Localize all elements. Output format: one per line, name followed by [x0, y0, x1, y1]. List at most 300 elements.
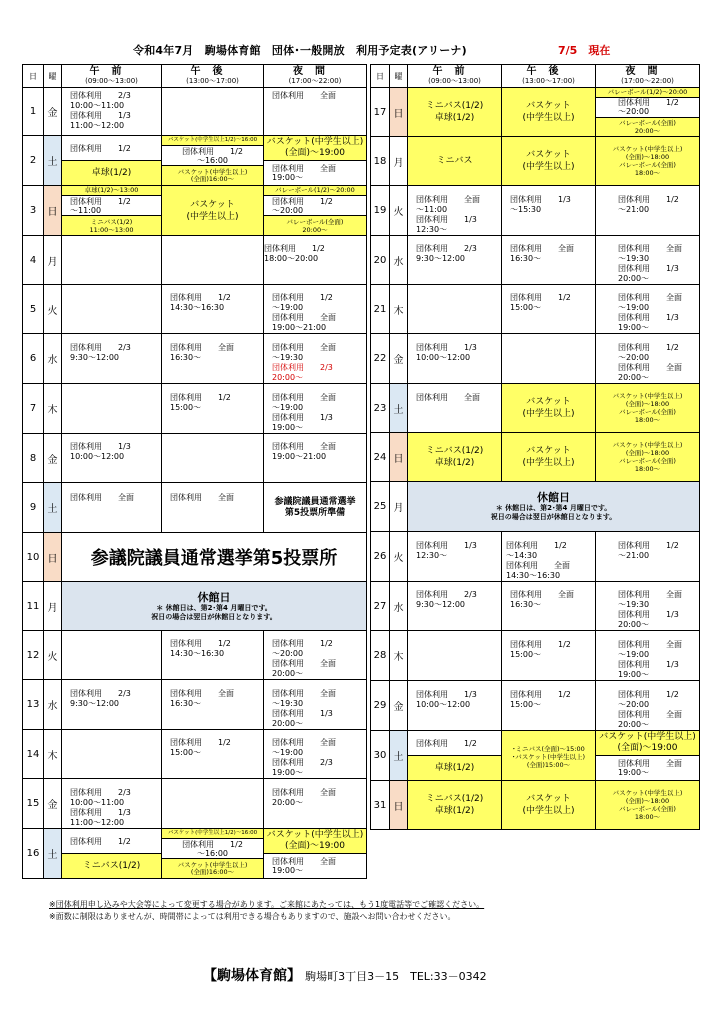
night-entry: 団体利用 1/2	[272, 196, 333, 206]
weekday: 火	[44, 285, 62, 334]
schedule-line: 19:00～	[618, 670, 650, 679]
schedule-line: 団体利用 1/2	[506, 541, 567, 550]
schedule-line: 団体利用 1/3	[70, 442, 131, 451]
am-entry: 11:00～13:00	[89, 225, 134, 234]
night-slot	[264, 334, 367, 384]
pm-entry: バスケット	[526, 150, 571, 160]
day-number: 30	[371, 731, 390, 781]
day-number: 19	[371, 186, 390, 236]
night-entry: バスケット(中学生以上)	[266, 137, 364, 147]
day-number: 28	[371, 631, 390, 681]
pm-slot	[162, 88, 264, 136]
pm-slot	[502, 433, 596, 482]
table-row	[371, 186, 700, 236]
night-entry: ～20:00	[618, 107, 650, 117]
am-slot	[408, 137, 502, 186]
col-weekday: 曜	[44, 65, 62, 88]
night-entry: ～20:00	[272, 205, 304, 215]
night-entry: (全面)～19:00	[285, 841, 345, 851]
day-number: 12	[23, 631, 44, 680]
schedule-line: 19:00～	[618, 323, 650, 332]
weekday: 木	[44, 384, 62, 434]
schedule-line: 団体利用 2/3	[416, 244, 477, 253]
schedule-table-right	[370, 64, 700, 830]
table-row	[23, 680, 367, 730]
schedule-line: ～20:00	[618, 353, 650, 362]
table-row	[23, 236, 367, 285]
night-entry: 団体利用 全面	[272, 164, 336, 173]
pm-entry: バスケット	[526, 446, 571, 456]
am-entry: ミニバス(1/2)	[425, 101, 484, 111]
day-number: 26	[371, 532, 390, 582]
weekday: 日	[44, 533, 62, 582]
pm-slot	[502, 384, 596, 433]
am-slot	[62, 829, 162, 879]
closed-label: 休館日	[537, 491, 570, 504]
night-slot	[596, 631, 700, 681]
schedule-line: 団体利用 1/2	[510, 293, 571, 302]
facility-address: 駒場町3丁目3－15 TEL:33－0342	[305, 970, 487, 983]
schedule-line: ～19:30	[272, 699, 304, 708]
schedule-line: 団体利用 2/3	[272, 758, 333, 767]
pm-slot	[162, 186, 264, 236]
col-night: 夜間 (17:00～22:00)	[264, 65, 367, 88]
am-slot	[408, 781, 502, 830]
day-number: 3	[23, 186, 44, 236]
weekday: 日	[390, 781, 408, 830]
night-entry: (全面)～18:00	[625, 400, 670, 408]
schedule-line: 団体利用 1/3	[618, 610, 679, 619]
schedule-line: 16:30～	[170, 699, 202, 708]
election-day-cell	[62, 533, 367, 582]
pm-entry: バスケット(中学生以上1/2)～16:00	[162, 829, 263, 838]
weekday: 土	[390, 384, 408, 433]
night-entry: バスケット(中学生以上)	[612, 789, 683, 797]
schedule-line: 18:00～20:00	[264, 254, 319, 263]
schedule-line: 19:00～21:00	[272, 452, 327, 461]
table-row	[23, 334, 367, 384]
table-row	[371, 236, 700, 285]
schedule-line: 15:00～	[510, 303, 542, 312]
schedule-line: 10:00～11:00	[70, 101, 125, 110]
day-number: 29	[371, 681, 390, 731]
schedule-line: 9:30～12:00	[416, 254, 466, 263]
pm-slot	[502, 137, 596, 186]
schedule-line: 団体利用 2/3	[416, 590, 477, 599]
pm-entry: バスケット	[190, 199, 235, 210]
table-row	[371, 384, 700, 433]
schedule-line: ～19:00	[272, 403, 304, 412]
night-slot	[596, 532, 700, 582]
table-row	[23, 582, 367, 631]
night-entry: 18:00～	[634, 813, 661, 821]
schedule-line: 20:00～	[618, 373, 650, 382]
schedule-line: 団体利用 全面	[170, 343, 234, 352]
schedule-line: 19:00～	[272, 768, 304, 777]
schedule-line: 団体利用 全面	[272, 442, 336, 451]
table-header-row	[23, 65, 367, 88]
table-row	[371, 731, 700, 781]
night-entry: 18:00～	[634, 416, 661, 424]
pm-slot	[162, 483, 264, 533]
day-number: 11	[23, 582, 44, 631]
night-slot	[596, 236, 700, 285]
day-number: 25	[371, 482, 390, 532]
day-number: 21	[371, 285, 390, 334]
pm-entry: (全面)16:00～	[190, 867, 235, 876]
night-entry: 団体利用 1/2	[618, 98, 679, 108]
schedule-line: 20:00～	[272, 669, 304, 678]
pm-entry: ･バスケット(中学生以上)	[512, 752, 585, 761]
weekday: 金	[44, 779, 62, 829]
schedule-line: ～19:30	[618, 254, 650, 263]
schedule-line: 団体利用 1/3	[416, 541, 477, 550]
am-slot	[62, 779, 162, 829]
night-entry: バレーボール(全面)	[619, 457, 676, 465]
schedule-line: 団体利用 1/3	[618, 264, 679, 273]
election-prep-label: 参議院議員通常選挙	[274, 496, 356, 507]
weekday: 水	[390, 236, 408, 285]
am-entry: ミニバス(1/2)	[90, 217, 133, 226]
schedule-line: ～21:00	[618, 551, 650, 560]
weekday: 火	[390, 532, 408, 582]
schedule-line: 団体利用 1/2	[170, 639, 231, 648]
schedule-line: 15:00～	[510, 650, 542, 659]
am-slot	[62, 631, 162, 680]
weekday: 土	[390, 731, 408, 781]
col-weekday: 曜	[390, 65, 408, 88]
schedule-line: 団体利用 全面	[272, 738, 336, 747]
pm-slot	[162, 434, 264, 483]
schedule-line: 団体利用 全面	[416, 195, 480, 204]
closed-label: 休館日	[197, 590, 231, 604]
night-entry: 20:00～	[302, 225, 328, 234]
day-number: 6	[23, 334, 44, 384]
day-number: 22	[371, 334, 390, 384]
pm-entry: バスケット(中学生以上)	[177, 860, 248, 869]
table-row	[23, 533, 367, 582]
table-row	[23, 779, 367, 829]
night-slot	[596, 334, 700, 384]
schedule-line: 団体利用 2/3	[70, 788, 131, 797]
schedule-line: 団体利用 全面	[272, 393, 336, 402]
schedule-line: 11:00～12:00	[70, 818, 125, 827]
night-slot	[596, 781, 700, 830]
col-day: 日	[23, 65, 44, 88]
night-slot	[264, 434, 367, 483]
table-row	[23, 186, 367, 236]
schedule-line: 14:30～16:30	[170, 649, 225, 658]
pm-slot	[162, 829, 264, 879]
pm-slot	[502, 285, 596, 334]
table-row	[23, 136, 367, 186]
night-slot	[596, 731, 700, 781]
am-entry: 卓球(1/2)	[434, 113, 475, 123]
facility-name: 【駒場体育館】	[203, 968, 301, 984]
pm-entry: (中学生以上)	[522, 113, 575, 123]
night-entry: 団体利用 全面	[618, 759, 682, 768]
day-number: 24	[371, 433, 390, 482]
election-label: 参議院議員通常選挙第5投票所	[90, 548, 338, 569]
night-entry: (全面)～18:00	[625, 153, 670, 161]
schedule-line: 団体利用 1/2	[510, 690, 571, 699]
night-entry: バスケット(中学生以上)	[612, 441, 683, 449]
col-am: 午前 (09:00～13:00)	[408, 65, 502, 88]
weekday: 土	[44, 483, 62, 533]
schedule-line: 団体利用 全面	[618, 710, 682, 719]
schedule-line: 団体利用 1/2	[272, 639, 333, 648]
schedule-line: 団体利用 全面	[618, 640, 682, 649]
am-slot	[62, 384, 162, 434]
schedule-line: 団体利用 1/2	[510, 640, 571, 649]
night-entry: (全面)～19:00	[285, 148, 345, 158]
day-number: 2	[23, 136, 44, 186]
night-slot	[596, 582, 700, 631]
schedule-line: 団体利用 1/3	[416, 690, 477, 699]
weekday: 日	[390, 433, 408, 482]
schedule-line: 団体利用 全面	[272, 689, 336, 698]
night-entry: 18:00～	[634, 169, 661, 177]
table-row	[371, 334, 700, 384]
night-entry: 団体利用 全面	[272, 857, 336, 866]
schedule-line: 20:00～	[618, 720, 650, 729]
col-pm: 午後 (13:00～17:00)	[162, 65, 264, 88]
schedule-line: 団体利用 1/3	[70, 111, 131, 120]
table-row	[371, 631, 700, 681]
schedule-line: 15:00～	[170, 403, 202, 412]
day-number: 18	[371, 137, 390, 186]
night-slot	[264, 186, 367, 236]
am-entry: 卓球(1/2)	[434, 458, 475, 468]
night-slot	[596, 285, 700, 334]
schedule-line: 団体利用 全面	[70, 493, 134, 502]
col-day: 日	[371, 65, 390, 88]
table-row	[371, 681, 700, 731]
night-slot	[596, 384, 700, 433]
col-am: 午前 (09:00～13:00)	[62, 65, 162, 88]
am-entry: 団体利用 1/2	[70, 196, 131, 206]
night-slot	[264, 285, 367, 334]
day-number: 10	[23, 533, 44, 582]
table-row	[23, 384, 367, 434]
night-entry: 19:00～	[618, 768, 650, 777]
schedule-line: 10:00～12:00	[70, 452, 125, 461]
footer	[203, 965, 487, 985]
closed-note: ＊ 休館日は、第2･第4 月曜日です。	[495, 504, 612, 512]
night-slot	[596, 186, 700, 236]
pm-slot	[162, 384, 264, 434]
schedule-line: 団体利用 1/3	[618, 660, 679, 669]
schedule-line: ～21:00	[618, 205, 650, 214]
am-slot	[408, 681, 502, 731]
page-header	[0, 40, 724, 58]
day-number: 16	[23, 829, 44, 879]
schedule-line: 12:30～	[416, 551, 448, 560]
pm-entry: バスケット	[526, 397, 571, 407]
night-entry: バレーボール(全面)	[619, 408, 676, 416]
table-row	[23, 88, 367, 136]
table-row	[371, 88, 700, 137]
schedule-line: 団体利用 1/2	[264, 244, 325, 253]
schedule-line: 団体利用 全面	[170, 493, 234, 502]
am-slot	[62, 434, 162, 483]
schedule-line: 9:30～12:00	[70, 699, 120, 708]
am-slot	[408, 236, 502, 285]
am-entry: 団体利用 1/2	[70, 143, 131, 153]
schedule-line: 14:30～16:30	[506, 571, 561, 580]
pm-slot	[162, 631, 264, 680]
schedule-line: 団体利用 全面	[618, 244, 682, 253]
schedule-line: 20:00～	[272, 798, 304, 807]
schedule-line: 団体利用 全面	[416, 393, 480, 402]
night-entry: バレーボール(1/2)～20:00	[596, 88, 699, 97]
pm-entry: (中学生以上)	[522, 162, 575, 172]
night-slot	[264, 136, 367, 186]
page-title: 令和4年7月 駒場体育館 団体･一般開放 利用予定表(アリーナ)	[133, 44, 467, 57]
table-row	[23, 631, 367, 680]
note-line: ※団体利用申し込みや大会等によって変更する場合があります。ご来館にあたっては、もう1度電話等でご確認ください。	[49, 900, 485, 909]
day-number: 8	[23, 434, 44, 483]
schedule-line: 16:30～	[510, 600, 542, 609]
schedule-line: 団体利用 1/2	[618, 343, 679, 352]
schedule-line: 10:00～11:00	[70, 798, 125, 807]
schedule-line: ～20:00	[618, 700, 650, 709]
am-slot	[408, 334, 502, 384]
schedule-line: 15:00～	[510, 700, 542, 709]
am-slot	[62, 136, 162, 186]
pm-slot	[162, 779, 264, 829]
weekday: 金	[390, 681, 408, 731]
day-number: 4	[23, 236, 44, 285]
schedule-line: 団体利用 1/3	[510, 195, 571, 204]
schedule-line: 20:00～	[272, 719, 304, 728]
am-slot	[408, 433, 502, 482]
table-row	[23, 285, 367, 334]
pm-slot	[162, 285, 264, 334]
day-number: 5	[23, 285, 44, 334]
am-entry: ミニバス(1/2)	[62, 853, 161, 878]
am-entry: 卓球(1/2)	[62, 160, 161, 185]
pm-entry: 団体利用 1/2	[182, 146, 243, 156]
am-slot	[408, 186, 502, 236]
table-row	[371, 137, 700, 186]
schedule-line: ～19:30	[618, 600, 650, 609]
am-slot	[408, 631, 502, 681]
table-row	[23, 730, 367, 779]
pm-slot	[502, 731, 596, 781]
night-entry: (全面)～19:00	[617, 743, 678, 753]
schedule-line: 団体利用 1/2	[170, 393, 231, 402]
schedule-line: 団体利用 全面	[618, 590, 682, 599]
am-entry: 団体利用 1/2	[70, 836, 131, 846]
pm-entry: ～16:00	[196, 155, 229, 165]
schedule-line: 団体利用 1/2	[618, 195, 679, 204]
table-row	[23, 483, 367, 533]
schedule-line: 団体利用 全面	[618, 293, 682, 302]
night-slot	[264, 236, 367, 285]
schedule-line: 団体利用 全面	[272, 788, 336, 797]
night-entry: バスケット(中学生以上)	[612, 392, 683, 400]
pm-entry: バスケット	[526, 101, 571, 111]
closed-day-cell	[408, 482, 700, 532]
schedule-table-left	[22, 64, 367, 879]
weekday: 日	[44, 186, 62, 236]
day-number: 31	[371, 781, 390, 830]
am-entry: 卓球(1/2)	[434, 806, 475, 816]
am-slot	[408, 384, 502, 433]
pm-entry: (全面)16:00～	[190, 174, 235, 183]
schedule-line: 団体利用 1/3	[416, 215, 477, 224]
am-slot	[62, 334, 162, 384]
pm-slot	[502, 88, 596, 137]
closed-note: 祝日の場合は翌日が休館日となります。	[151, 612, 277, 621]
night-entry: バスケット(中学生以上)	[612, 145, 683, 153]
pm-slot	[502, 334, 596, 384]
schedule-line: 団体利用 全面	[506, 561, 570, 570]
weekday: 金	[44, 88, 62, 136]
schedule-line: 20:00～	[618, 620, 650, 629]
night-entry: バレーボール(全面)	[619, 805, 676, 813]
table-row	[371, 781, 700, 830]
night-entry: バレーボール(全面)	[619, 161, 676, 169]
night-entry: 20:00～	[634, 126, 661, 135]
schedule-line: 団体利用 1/3	[272, 413, 333, 422]
schedule-line: 団体利用 2/3	[272, 363, 333, 372]
am-entry: ～11:00	[70, 205, 102, 215]
schedule-line: 団体利用 1/3	[272, 709, 333, 718]
weekday: 木	[390, 631, 408, 681]
am-slot	[62, 285, 162, 334]
weekday: 水	[44, 334, 62, 384]
schedule-line: 20:00～	[618, 274, 650, 283]
pm-slot	[162, 680, 264, 730]
weekday: 水	[44, 680, 62, 730]
pm-slot	[502, 582, 596, 631]
pm-entry: バスケット(中学生以上1/2)～16:00	[162, 136, 263, 145]
schedule-line: 10:00～12:00	[416, 700, 471, 709]
pm-slot	[162, 730, 264, 779]
day-number: 9	[23, 483, 44, 533]
am-slot	[62, 680, 162, 730]
day-number: 23	[371, 384, 390, 433]
schedule-line: 団体利用 1/2	[618, 541, 679, 550]
am-entry: 団体利用 1/2	[416, 738, 477, 748]
schedule-line: ～15:30	[510, 205, 542, 214]
schedule-line: 団体利用 全面	[272, 659, 336, 668]
notes	[49, 899, 484, 923]
am-entry: ミニバス(1/2)	[425, 794, 484, 804]
weekday: 水	[390, 582, 408, 631]
pm-entry: (全面)15:00～	[526, 760, 571, 769]
night-slot	[264, 384, 367, 434]
col-night: 夜間 (17:00～22:00)	[596, 65, 700, 88]
night-slot	[596, 137, 700, 186]
day-number: 17	[371, 88, 390, 137]
weekday: 土	[44, 829, 62, 879]
am-slot	[408, 88, 502, 137]
schedule-line: 団体利用 1/3	[70, 808, 131, 817]
pm-entry: バスケット	[526, 794, 571, 804]
pm-slot	[502, 186, 596, 236]
schedule-line: 団体利用 2/3	[70, 689, 131, 698]
am-slot	[62, 730, 162, 779]
am-entry: ミニバス	[436, 156, 473, 166]
pm-slot	[502, 532, 596, 582]
as-of-date: 7/5 現在	[558, 44, 611, 57]
table-row	[23, 829, 367, 879]
schedule-line: 団体利用 1/2	[170, 293, 231, 302]
schedule-line: ～19:00	[618, 303, 650, 312]
